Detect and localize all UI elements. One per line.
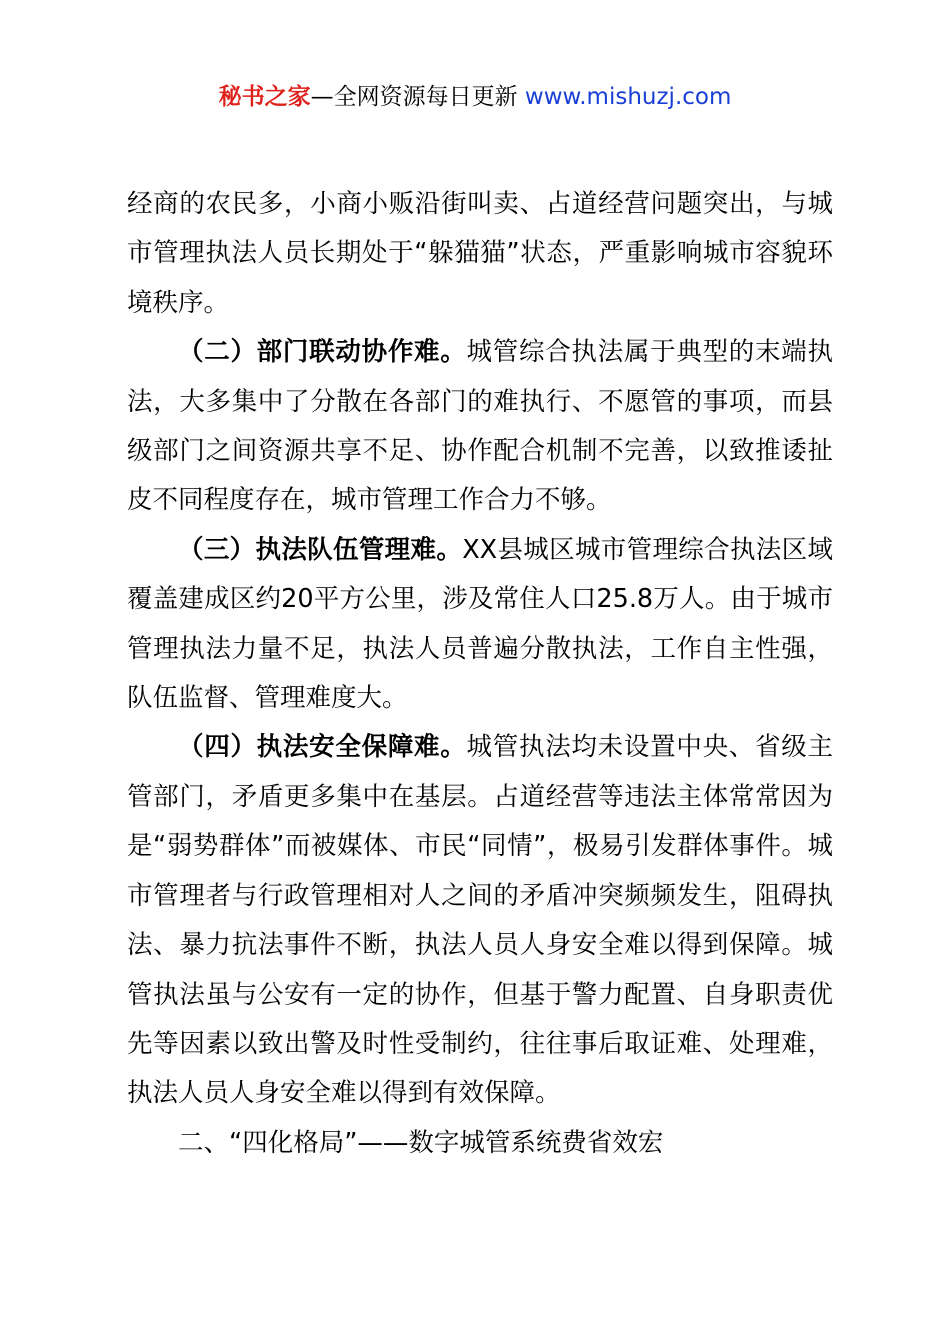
paragraph-continuation [127,180,833,328]
paragraph-text: 城管执法均未设置中央、省级主管部门，矛盾更多集中在基层。占道经营等违法主体常常因为是“弱势群体”而被媒体、市民“同情”，极易引发群体事件。城市管理者与行政管理相对人之间的矛盾冲突频频发生，阻碍执法、暴力抗法事件不断，执法人员人身安全难以得到保障。城管执法虽与公安有一定的协作，但基于警力配置、自身职责优先等因素以致出警及时性受制约，往往事后取证难、处理难，执法人员人身安全难以得到有效保障。 [127,732,833,1109]
paragraph-text: 城管综合执法属于典型的末端执法，大多集中了分散在各部门的难执行、不愿管的事项，而县级部门之间资源共享不足、协作配合机制不完善，以致推诿扯皮不同程度存在，城市管理工作合力不够。 [127,337,833,516]
paragraph-team-management [127,526,833,724]
paragraph-heading: （三）执法队伍管理难。 [178,534,463,565]
paragraph-dept-coordination [127,328,833,526]
paragraph-safety-guarantee [127,723,833,1118]
paragraph-text: 经商的农民多，小商小贩沿街叫卖、占道经营问题突出，与城市管理执法人员长期处于“躲猫猫”状态，严重影响城市容貌环境秩序。 [127,189,833,318]
paragraph-text: XX县城区城市管理综合执法区域覆盖建成区约20平方公里，涉及常住人口25.8万人。由于城市管理执法力量不足，执法人员普遍分散执法，工作自主性强，队伍监督、管理难度大。 [127,534,833,714]
site-tagline: —全网资源每日更新 [310,84,518,110]
document-body [127,180,833,1168]
site-header [0,80,950,114]
paragraph-heading: （二）部门联动协作难。 [178,337,467,368]
site-brand: 秘书之家 [218,84,311,110]
site-url-link[interactable]: www.mishuzj.com [524,84,732,110]
section-heading: 二、“四化格局”——数字城管系统费省效宏 [178,1127,664,1158]
paragraph-heading: （四）执法安全保障难。 [178,732,467,763]
